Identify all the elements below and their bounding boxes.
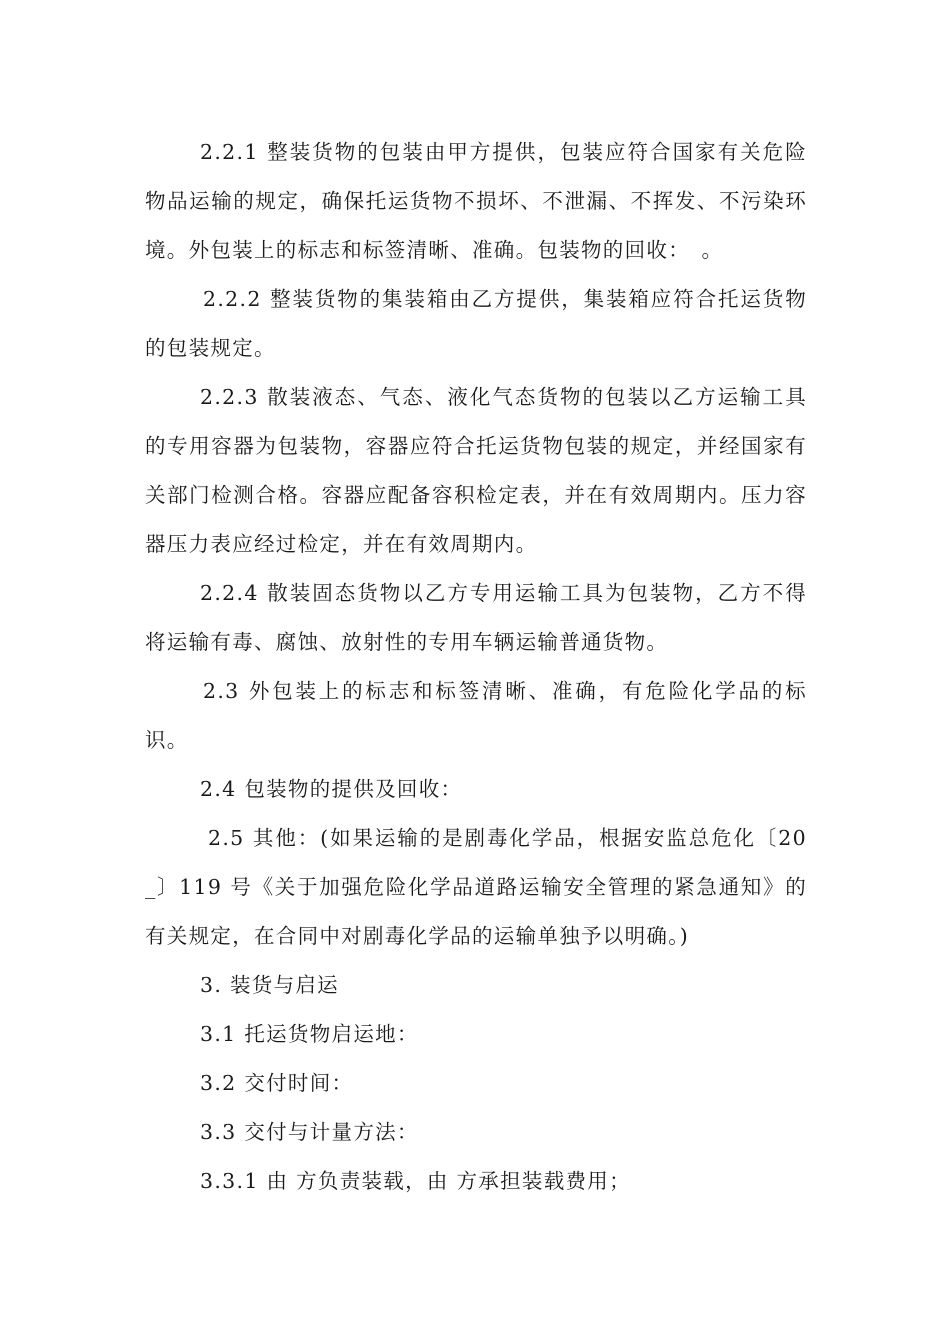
paragraph-2-4: 2.4 包装物的提供及回收： [200, 777, 463, 801]
paragraph-2-5: 2.5 其他：(如果运输的是剧毒化学品，根据安监总危化〔20_〕119 号《关于加强危险化学品道路运输安全管理的紧急通知》的有关规定，在合同中对剧毒化学品的运输单独予以明确。) [145, 826, 807, 948]
paragraph-3-3-1: 3.3.1 由 方负责装载，由 方承担装载费用； [200, 1169, 631, 1193]
paragraph-2-2-4: 2.2.4 散装固态货物以乙方专用运输工具为包装物，乙方不得将运输有毒、腐蚀、放射性的专用车辆运输普通货物。 [145, 581, 807, 654]
document-page [145, 128, 807, 1206]
paragraph-3-1: 3.1 托运货物启运地： [200, 1022, 419, 1046]
paragraph-2-2-1: 2.2.1 整装货物的包装由甲方提供，包装应符合国家有关危险物品运输的规定，确保托运货物不损坏、不泄漏、不挥发、不污染环境。外包装上的标志和标签清晰、准确。包装物的回收： 。 [145, 140, 807, 262]
paragraph-2-2-2: 2.2.2 整装货物的集装箱由乙方提供，集装箱应符合托运货物的包装规定。 [145, 287, 807, 360]
paragraph-3-3: 3.3 交付与计量方法： [200, 1120, 419, 1144]
paragraph-2-2-3: 2.2.3 散装液态、气态、液化气态货物的包装以乙方运输工具的专用容器为包装物，容器应符合托运货物包装的规定，并经国家有关部门检测合格。容器应配备容积检定表，并在有效周期内。压力容器压力表应经过检定，并在有效周期内。 [145, 385, 807, 556]
heading-3: 3. 装货与启运 [200, 973, 339, 997]
paragraph-3-2: 3.2 交付时间： [200, 1071, 354, 1095]
paragraph-2-3: 2.3 外包装上的标志和标签清晰、准确，有危险化学品的标识。 [145, 679, 807, 752]
